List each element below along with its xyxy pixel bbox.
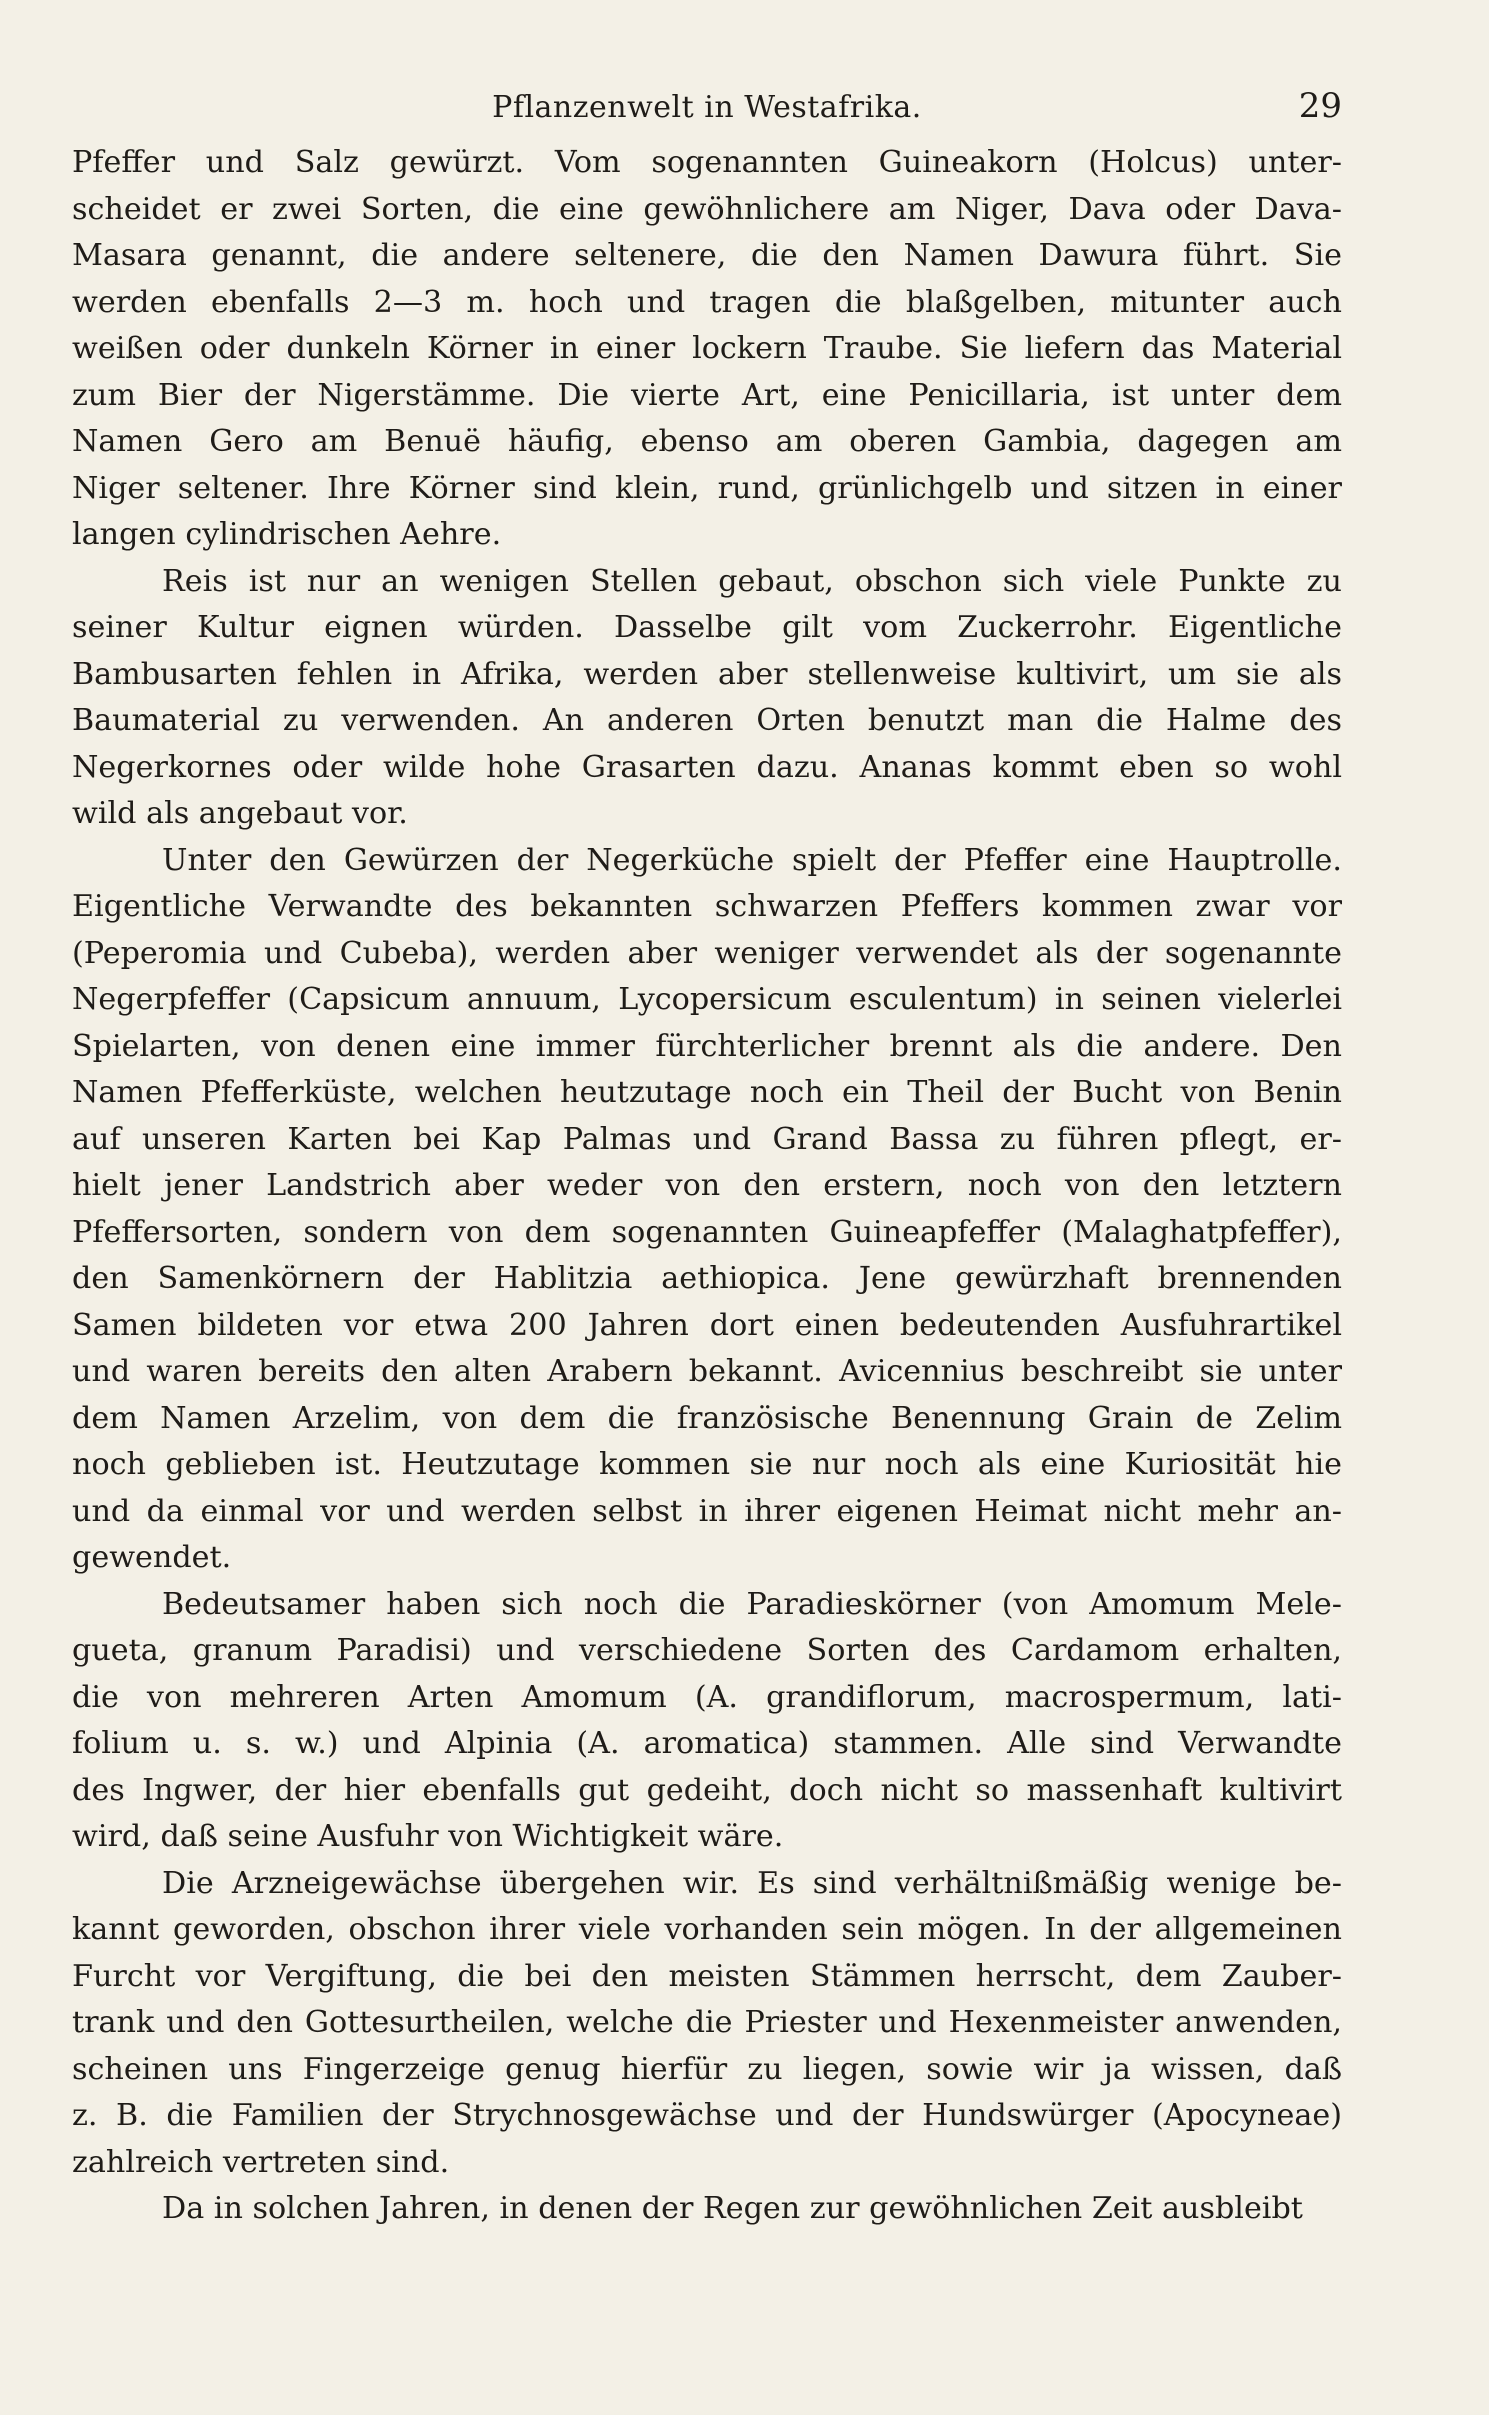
text-line: Furcht vor Vergiftung, die bei den meisten Stämmen herrscht, dem Zauber-: [72, 1958, 1342, 1994]
page-number: 29: [1298, 86, 1342, 126]
text-line: kannt geworden, obschon ihrer viele vorhanden sein mögen. In der allgemeinen: [72, 1912, 1342, 1947]
text-line: dem Namen Arzelim, von dem die französische Benennung Grain de Zelim: [72, 1400, 1342, 1436]
text-line: Baumaterial zu verwenden. An anderen Orten benutzt man die Halme des: [72, 703, 1342, 738]
running-title: Pflanzenwelt in Westafrika.: [492, 90, 922, 125]
text-line: zahlreich vertreten sind.: [72, 2144, 450, 2180]
text-line: Spielarten, von denen eine immer fürchterlicher brennt als die andere. Den: [72, 1028, 1342, 1064]
text-line: die von mehreren Arten Amomum (A. grandiflorum, macrospermum, lati-: [72, 1679, 1342, 1715]
text-line: Eigentliche Verwandte des bekannten schwarzen Pfeffers kommen zwar vor: [72, 889, 1342, 924]
text-line: scheidet er zwei Sorten, die eine gewöhnlichere am Niger, Dava oder Dava-: [72, 191, 1342, 227]
text-line: Da in solchen Jahren, in denen der Regen zur gewöhnlichen Zeit ausbleibt: [162, 2191, 1303, 2226]
text-line: Unter den Gewürzen der Negerküche spielt der Pfeffer eine Hauptrolle.: [162, 842, 1342, 878]
text-line: Bambusarten fehlen in Afrika, werden aber stellenweise kultivirt, um sie als: [72, 656, 1342, 692]
text-line: langen cylindrischen Aehre.: [72, 517, 502, 552]
text-line: Bedeutsamer haben sich noch die Paradieskörner (von Amomum Mele-: [162, 1586, 1342, 1622]
text-line: und da einmal vor und werden selbst in ihrer eigenen Heimat nicht mehr an-: [72, 1493, 1342, 1529]
text-line: und waren bereits den alten Arabern bekannt. Avicennius beschreibt sie unter: [72, 1354, 1342, 1389]
text-line: gueta, granum Paradisi) und verschiedene Sorten des Cardamom erhalten,: [72, 1633, 1342, 1668]
text-line: trank und den Gottesurtheilen, welche die Priester und Hexenmeister anwenden,: [72, 2005, 1342, 2040]
text-line: wild als angebaut vor.: [72, 796, 408, 831]
text-line: Negerkornes oder wilde hohe Grasarten dazu. Ananas kommt eben so wohl: [72, 749, 1342, 785]
text-line: Niger seltener. Ihre Körner sind klein, rund, grünlichgelb und sitzen in einer: [72, 470, 1342, 506]
running-head: [72, 78, 1342, 140]
text-line: Pfeffersorten, sondern von dem sogenannten Guineapfeffer (Malaghatpfeffer),: [72, 1214, 1342, 1250]
text-line: wird, daß seine Ausfuhr von Wichtigkeit wäre.: [72, 1819, 784, 1854]
text-line: z. B. die Familien der Strychnosgewächse und der Hundswürger (Apocyneae): [72, 2098, 1342, 2133]
text-line: gewendet.: [72, 1540, 232, 1575]
text-line: (Peperomia und Cubeba), werden aber weniger verwendet als der sogenannte: [72, 935, 1342, 971]
text-line: Namen Gero am Benuë häufig, ebenso am oberen Gambia, dagegen am: [72, 424, 1342, 459]
text-line: seiner Kultur eignen würden. Dasselbe gilt vom Zuckerrohr. Eigentliche: [72, 610, 1342, 645]
text-line: Negerpfeffer (Capsicum annuum, Lycopersicum esculentum) in seinen vielerlei: [72, 982, 1342, 1017]
text-line: den Samenkörnern der Hablitzia aethiopica. Jene gewürzhaft brennenden: [72, 1261, 1342, 1296]
body-text: [72, 140, 1342, 2233]
text-line: des Ingwer, der hier ebenfalls gut gedeiht, doch nicht so massenhaft kultivirt: [72, 1772, 1342, 1808]
text-line: Masara genannt, die andere seltenere, die den Namen Dawura führt. Sie: [72, 238, 1342, 273]
text-line: Namen Pfefferküste, welchen heutzutage noch ein Theil der Bucht von Benin: [72, 1075, 1342, 1110]
text-line: Reis ist nur an wenigen Stellen gebaut, obschon sich viele Punkte zu: [162, 563, 1342, 599]
text-line: auf unseren Karten bei Kap Palmas und Grand Bassa zu führen pflegt, er-: [72, 1121, 1342, 1157]
text-line: scheinen uns Fingerzeige genug hierfür zu liegen, sowie wir ja wissen, daß: [72, 2051, 1342, 2087]
text-line: Samen bildeten vor etwa 200 Jahren dort einen bedeutenden Ausfuhrartikel: [72, 1307, 1342, 1343]
text-line: werden ebenfalls 2—3 m. hoch und tragen die blaßgelben, mitunter auch: [72, 284, 1342, 320]
text-line: Die Arzneigewächse übergehen wir. Es sind verhältnißmäßig wenige be-: [162, 1865, 1342, 1901]
text-line: hielt jener Landstrich aber weder von den erstern, noch von den letztern: [72, 1168, 1342, 1203]
text-line: noch geblieben ist. Heutzutage kommen sie nur noch als eine Kuriosität hie: [72, 1447, 1342, 1482]
book-page: [72, 78, 1342, 2378]
text-line: zum Bier der Nigerstämme. Die vierte Art, eine Penicillaria, ist unter dem: [72, 377, 1342, 413]
text-line: folium u. s. w.) und Alpinia (A. aromatica) stammen. Alle sind Verwandte: [72, 1726, 1342, 1761]
text-line: weißen oder dunkeln Körner in einer lockern Traube. Sie liefern das Material: [72, 331, 1342, 366]
text-line: Pfeffer und Salz gewürzt. Vom sogenannten Guineakorn (Holcus) unter-: [72, 145, 1342, 180]
